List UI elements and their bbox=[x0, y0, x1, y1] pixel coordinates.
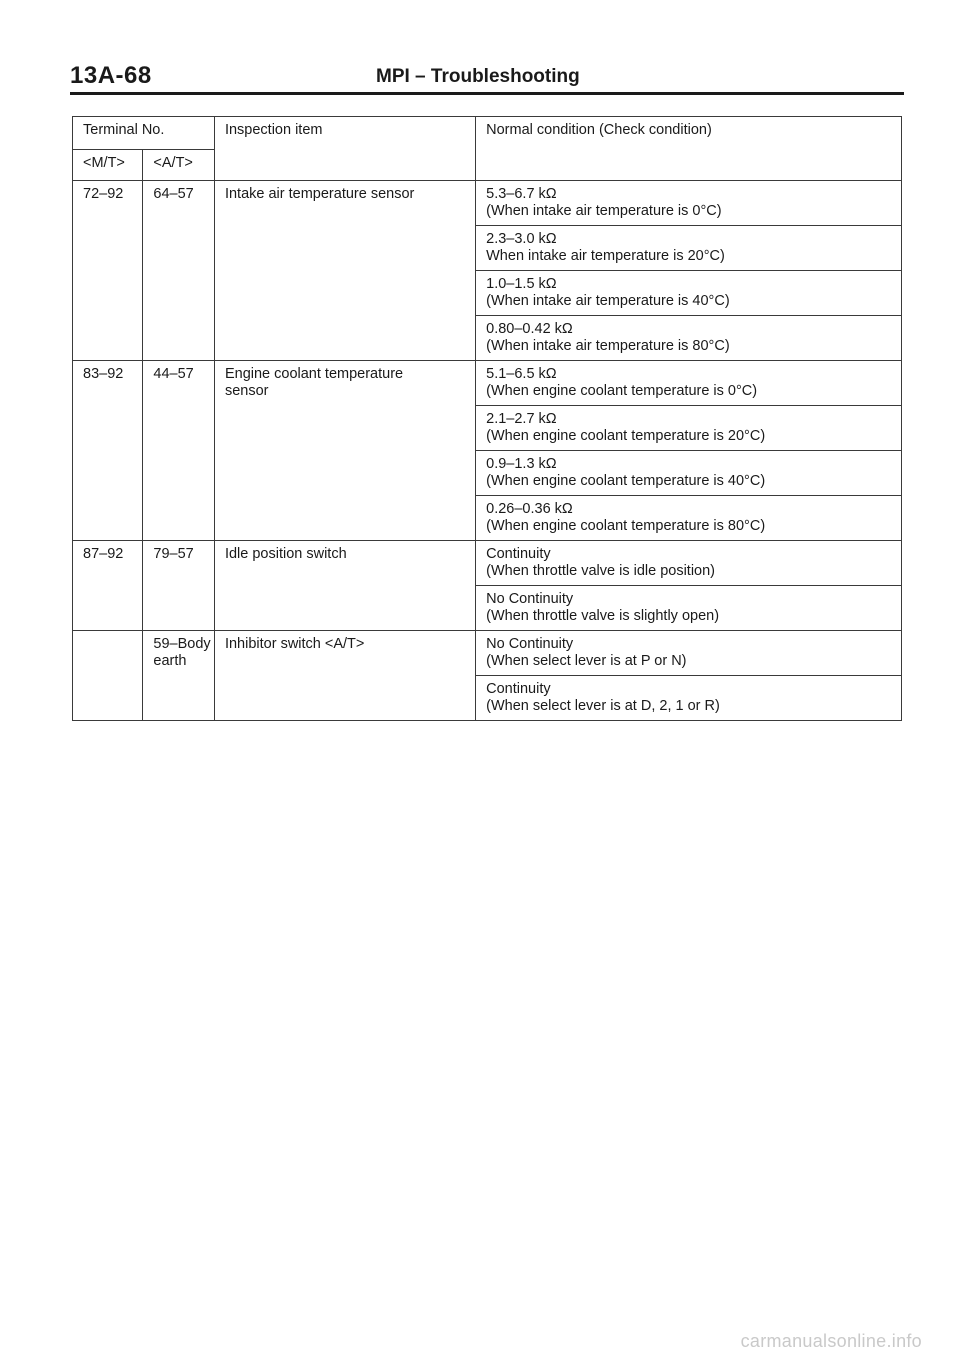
condition-cell bbox=[476, 586, 902, 631]
header-rule bbox=[70, 92, 904, 95]
condition-value: 2.1–2.7 kΩ bbox=[486, 411, 557, 427]
condition-note: (When engine coolant temperature is 40°C) bbox=[486, 473, 766, 489]
at-terminal-label: 59–Body bbox=[153, 636, 211, 652]
inspection-item-label: Intake air temperature sensor bbox=[224, 186, 415, 202]
condition-value: 0.9–1.3 kΩ bbox=[486, 456, 557, 472]
condition-cell bbox=[476, 361, 902, 406]
terminal-no-header: Terminal No. bbox=[73, 117, 215, 150]
condition-value: 2.3–3.0 kΩ bbox=[486, 231, 557, 247]
condition-note: (When throttle valve is idle position) bbox=[486, 563, 716, 579]
condition-cell bbox=[476, 226, 902, 271]
mt-terminal: 83–92 bbox=[73, 361, 143, 541]
condition-value: 1.0–1.5 kΩ bbox=[486, 276, 557, 292]
mt-header: <M/T> bbox=[73, 150, 143, 181]
condition-value: Continuity bbox=[486, 681, 551, 697]
inspection-item bbox=[214, 361, 475, 541]
at-terminal: 79–57 bbox=[143, 541, 215, 631]
condition-cell bbox=[476, 541, 902, 586]
condition-cell bbox=[476, 271, 902, 316]
condition-cell bbox=[476, 316, 902, 361]
condition-note: (When intake air temperature is 80°C) bbox=[486, 338, 730, 354]
condition-cell bbox=[476, 631, 902, 676]
condition-value: 5.1–6.5 kΩ bbox=[486, 366, 557, 382]
mt-terminal bbox=[73, 631, 143, 721]
at-terminal: 64–57 bbox=[143, 181, 215, 361]
table-row bbox=[73, 181, 902, 226]
condition-cell bbox=[476, 451, 902, 496]
table-row bbox=[73, 361, 902, 406]
condition-value: No Continuity bbox=[486, 636, 574, 652]
condition-note: (When select lever is at D, 2, 1 or R) bbox=[486, 698, 720, 714]
page-number: 13A-68 bbox=[70, 62, 152, 89]
condition-note: (When engine coolant temperature is 80°C) bbox=[486, 518, 766, 534]
condition-cell bbox=[476, 181, 902, 226]
condition-note: (When engine coolant temperature is 0°C) bbox=[486, 383, 758, 399]
inspection-item-label: Idle position switch bbox=[224, 546, 347, 562]
table-row bbox=[73, 541, 902, 586]
condition-cell bbox=[476, 496, 902, 541]
inspection-item-label: Engine coolant temperature bbox=[224, 366, 404, 382]
table-header-row bbox=[73, 117, 902, 150]
normal-condition-header: Normal condition (Check condition) bbox=[476, 117, 902, 181]
inspection-item-label-cont: sensor bbox=[224, 383, 269, 399]
condition-note: (When select lever is at P or N) bbox=[486, 653, 687, 669]
condition-value: No Continuity bbox=[486, 591, 574, 607]
mt-terminal: 72–92 bbox=[73, 181, 143, 361]
mt-terminal: 87–92 bbox=[73, 541, 143, 631]
table-row bbox=[73, 631, 902, 676]
at-header: <A/T> bbox=[143, 150, 215, 181]
inspection-item-label: Inhibitor switch <A/T> bbox=[224, 636, 365, 652]
condition-value: 0.80–0.42 kΩ bbox=[486, 321, 573, 337]
condition-value: 5.3–6.7 kΩ bbox=[486, 186, 557, 202]
inspection-item bbox=[214, 631, 475, 721]
inspection-item-header: Inspection item bbox=[214, 117, 475, 181]
condition-cell bbox=[476, 676, 902, 721]
watermark: carmanualsonline.info bbox=[740, 1331, 922, 1351]
at-terminal bbox=[143, 631, 215, 721]
page-header bbox=[70, 58, 904, 98]
condition-cell bbox=[476, 406, 902, 451]
section-title: MPI – Troubleshooting bbox=[376, 66, 580, 87]
condition-value: 0.26–0.36 kΩ bbox=[486, 501, 573, 517]
condition-note: (When engine coolant temperature is 20°C) bbox=[486, 428, 766, 444]
condition-note: When intake air temperature is 20°C) bbox=[486, 248, 725, 264]
condition-note: (When intake air temperature is 0°C) bbox=[486, 203, 722, 219]
condition-value: Continuity bbox=[486, 546, 551, 562]
condition-note: (When intake air temperature is 40°C) bbox=[486, 293, 730, 309]
condition-note: (When throttle valve is slightly open) bbox=[486, 608, 720, 624]
at-terminal-label-cont: earth bbox=[153, 653, 187, 669]
at-terminal: 44–57 bbox=[143, 361, 215, 541]
inspection-table bbox=[72, 116, 902, 721]
inspection-item bbox=[214, 181, 475, 361]
inspection-item bbox=[214, 541, 475, 631]
